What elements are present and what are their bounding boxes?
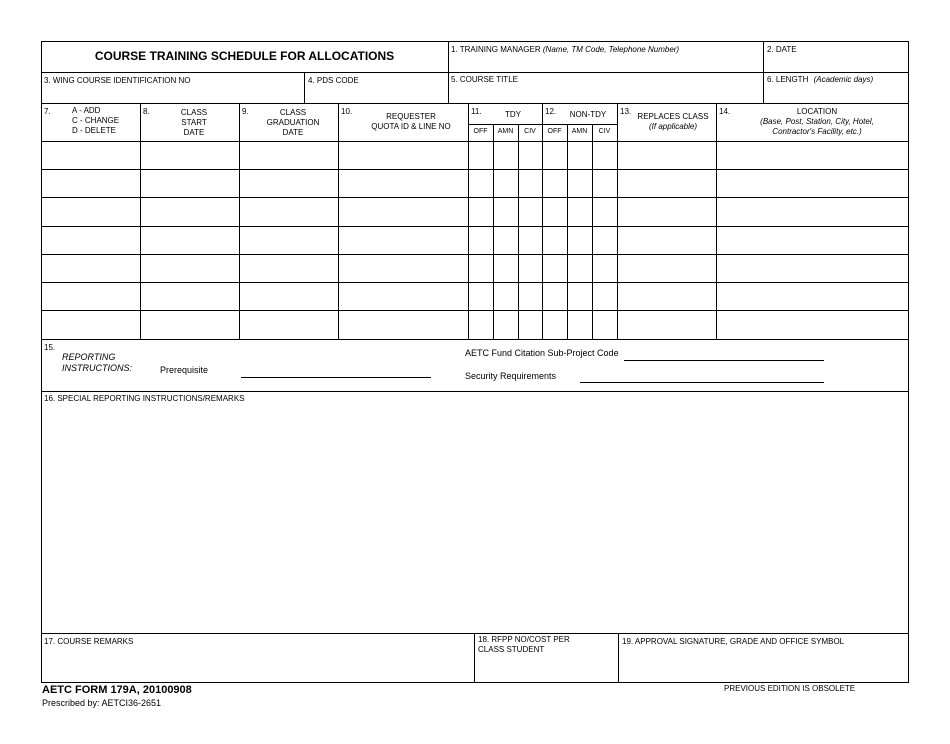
cell-requester[interactable] xyxy=(339,170,468,197)
cell-nontdy-amn[interactable] xyxy=(568,198,592,226)
wing-course-label: 3. WING COURSE IDENTIFICATION NO xyxy=(44,76,191,85)
course-remarks-label: 17. COURSE REMARKS xyxy=(44,637,134,646)
cell-tdy-amn[interactable] xyxy=(494,198,518,226)
cell-nontdy-civ[interactable] xyxy=(593,142,617,169)
training-manager-field[interactable] xyxy=(451,45,761,71)
cell-class-start[interactable] xyxy=(141,255,239,282)
reporting-label: REPORTING INSTRUCTIONS: xyxy=(62,352,133,373)
col12-nontdy-label: NON-TDY xyxy=(569,110,607,119)
cell-tdy-civ[interactable] xyxy=(519,198,542,226)
cell-tdy-civ[interactable] xyxy=(519,227,542,254)
cell-nontdy-amn[interactable] xyxy=(568,142,592,169)
cell-location[interactable] xyxy=(717,283,908,310)
col11-number: 11. xyxy=(471,107,482,116)
cell-tdy-amn[interactable] xyxy=(494,255,518,282)
date-label: 2. DATE xyxy=(767,45,797,54)
cell-class-grad[interactable] xyxy=(240,170,338,197)
cell-action[interactable] xyxy=(42,255,140,282)
cell-tdy-civ[interactable] xyxy=(519,142,542,169)
cell-requester[interactable] xyxy=(339,255,468,282)
cell-nontdy-off[interactable] xyxy=(543,255,567,282)
cell-location[interactable] xyxy=(717,170,908,197)
cell-class-start[interactable] xyxy=(141,283,239,310)
col9-number: 9. xyxy=(242,107,249,116)
reporting-number: 15. xyxy=(44,343,56,352)
cell-tdy-off[interactable] xyxy=(469,142,493,169)
cell-nontdy-civ[interactable] xyxy=(593,170,617,197)
wing-course-field[interactable] xyxy=(44,76,302,102)
cell-class-start[interactable] xyxy=(141,198,239,226)
cell-action[interactable] xyxy=(42,198,140,226)
cell-tdy-amn[interactable] xyxy=(494,170,518,197)
approval-label: 19. APPROVAL SIGNATURE, GRADE AND OFFICE SYMBOL xyxy=(622,637,845,646)
fund-citation-label: AETC Fund Citation Sub-Project Code xyxy=(465,348,619,358)
length-hint: (Academic days) xyxy=(813,75,874,84)
cell-class-start[interactable] xyxy=(141,227,239,254)
sub-off-tdy: OFF xyxy=(473,128,488,135)
cell-requester[interactable] xyxy=(339,142,468,169)
cell-nontdy-civ[interactable] xyxy=(593,255,617,282)
cell-location[interactable] xyxy=(717,142,908,169)
cell-nontdy-amn[interactable] xyxy=(568,227,592,254)
cell-class-start[interactable] xyxy=(141,311,239,339)
cell-action[interactable] xyxy=(42,283,140,310)
cell-replaces[interactable] xyxy=(618,170,716,197)
col10-header: REQUESTER QUOTA ID & LINE NO xyxy=(371,112,451,131)
col12-number: 12. xyxy=(545,107,557,116)
course-remarks-input[interactable] xyxy=(42,648,473,682)
col14-header: LOCATION (Base, Post, Station, City, Hotel, Contractor's Facility, etc.) xyxy=(760,107,874,136)
col11-tdy-label: TDY xyxy=(505,110,521,119)
col9-header: CLASS GRADUATION DATE xyxy=(266,108,320,137)
cell-class-start[interactable] xyxy=(141,170,239,197)
cell-requester[interactable] xyxy=(339,227,468,254)
security-label: Security Requirements xyxy=(465,371,557,381)
cell-nontdy-off[interactable] xyxy=(543,198,567,226)
fund-citation-input[interactable] xyxy=(624,346,824,360)
cell-class-grad[interactable] xyxy=(240,227,338,254)
special-remarks-input[interactable] xyxy=(42,406,908,632)
cell-tdy-off[interactable] xyxy=(469,283,493,310)
course-title-label: 5. COURSE TITLE xyxy=(451,75,518,84)
cell-nontdy-amn[interactable] xyxy=(568,283,592,310)
cell-nontdy-off[interactable] xyxy=(543,283,567,310)
cell-tdy-off[interactable] xyxy=(469,227,493,254)
cell-requester[interactable] xyxy=(339,283,468,310)
previous-edition-note: PREVIOUS EDITION IS OBSOLETE xyxy=(724,684,856,693)
cell-class-grad[interactable] xyxy=(240,311,338,339)
cell-tdy-off[interactable] xyxy=(469,311,493,339)
prerequisite-label: Prerequisite xyxy=(160,365,209,375)
cell-nontdy-civ[interactable] xyxy=(593,311,617,339)
rfpp-input[interactable] xyxy=(475,658,617,682)
col8-header: CLASS START DATE xyxy=(180,108,208,137)
cell-nontdy-off[interactable] xyxy=(543,170,567,197)
cell-tdy-off[interactable] xyxy=(469,170,493,197)
cell-location[interactable] xyxy=(717,311,908,339)
cell-replaces[interactable] xyxy=(618,227,716,254)
cell-requester[interactable] xyxy=(339,311,468,339)
cell-tdy-amn[interactable] xyxy=(494,311,518,339)
pds-code-label: 4. PDS CODE xyxy=(308,76,359,85)
form-id: AETC FORM 179A, 20100908 xyxy=(42,684,192,696)
cell-action[interactable] xyxy=(42,170,140,197)
cell-nontdy-amn[interactable] xyxy=(568,255,592,282)
security-input[interactable] xyxy=(580,368,824,382)
cell-class-grad[interactable] xyxy=(240,255,338,282)
cell-replaces[interactable] xyxy=(618,142,716,169)
rfpp-label: 18. RFPP NO/COST PER CLASS STUDENT xyxy=(478,635,570,654)
training-manager-hint: (Name, TM Code, Telephone Number) xyxy=(542,45,680,54)
cell-replaces[interactable] xyxy=(618,198,716,226)
cell-tdy-amn[interactable] xyxy=(494,142,518,169)
cell-replaces[interactable] xyxy=(618,311,716,339)
cell-replaces[interactable] xyxy=(618,283,716,310)
col13-number: 13. xyxy=(620,107,632,116)
cell-class-grad[interactable] xyxy=(240,283,338,310)
prerequisite-input[interactable] xyxy=(241,363,431,377)
col10-number: 10. xyxy=(341,107,353,116)
length-label: 6. LENGTH xyxy=(767,75,809,84)
cell-nontdy-off[interactable] xyxy=(543,311,567,339)
length-field[interactable] xyxy=(767,75,907,101)
course-title-field[interactable] xyxy=(451,75,761,101)
prescribed-by: Prescribed by: AETCI36-2651 xyxy=(42,698,162,708)
cell-nontdy-amn[interactable] xyxy=(568,170,592,197)
cell-nontdy-off[interactable] xyxy=(543,142,567,169)
cell-class-grad[interactable] xyxy=(240,198,338,226)
cell-tdy-off[interactable] xyxy=(469,255,493,282)
cell-tdy-amn[interactable] xyxy=(494,283,518,310)
cell-action[interactable] xyxy=(42,227,140,254)
cell-nontdy-civ[interactable] xyxy=(593,198,617,226)
col14-number: 14. xyxy=(719,107,731,116)
cell-action[interactable] xyxy=(42,142,140,169)
cell-location[interactable] xyxy=(717,255,908,282)
cell-location[interactable] xyxy=(717,227,908,254)
cell-tdy-civ[interactable] xyxy=(519,255,542,282)
cell-nontdy-civ[interactable] xyxy=(593,283,617,310)
sub-civ-nontdy: CIV xyxy=(598,128,611,135)
cell-requester[interactable] xyxy=(339,198,468,226)
col13-header: REPLACES CLASS (If applicable) xyxy=(637,112,709,131)
cell-tdy-civ[interactable] xyxy=(519,311,542,339)
cell-class-grad[interactable] xyxy=(240,142,338,169)
pds-code-field[interactable] xyxy=(308,76,446,102)
cell-tdy-civ[interactable] xyxy=(519,283,542,310)
sub-civ-tdy: CIV xyxy=(524,128,536,135)
cell-tdy-civ[interactable] xyxy=(519,170,542,197)
col7-add: A - ADD xyxy=(72,106,101,115)
sub-amn-tdy: AMN xyxy=(497,128,514,135)
cell-location[interactable] xyxy=(717,198,908,226)
col7-number: 7. xyxy=(44,107,51,116)
cell-nontdy-off[interactable] xyxy=(543,227,567,254)
cell-class-start[interactable] xyxy=(141,142,239,169)
col8-number: 8. xyxy=(143,107,150,116)
sub-amn-nontdy: AMN xyxy=(571,128,588,135)
date-field[interactable] xyxy=(767,45,907,71)
cell-replaces[interactable] xyxy=(618,255,716,282)
cell-action[interactable] xyxy=(42,311,140,339)
cell-tdy-off[interactable] xyxy=(469,198,493,226)
cell-nontdy-amn[interactable] xyxy=(568,311,592,339)
col7-delete: D - DELETE xyxy=(72,126,117,135)
special-remarks-label: 16. SPECIAL REPORTING INSTRUCTIONS/REMARKS xyxy=(44,394,245,403)
form-title: COURSE TRAINING SCHEDULE FOR ALLOCATIONS xyxy=(94,49,395,63)
cell-tdy-amn[interactable] xyxy=(494,227,518,254)
training-manager-label: 1. TRAINING MANAGER xyxy=(451,45,541,54)
approval-input[interactable] xyxy=(619,648,908,682)
sub-off-nontdy: OFF xyxy=(547,128,562,135)
cell-nontdy-civ[interactable] xyxy=(593,227,617,254)
col7-change: C - CHANGE xyxy=(72,116,120,125)
